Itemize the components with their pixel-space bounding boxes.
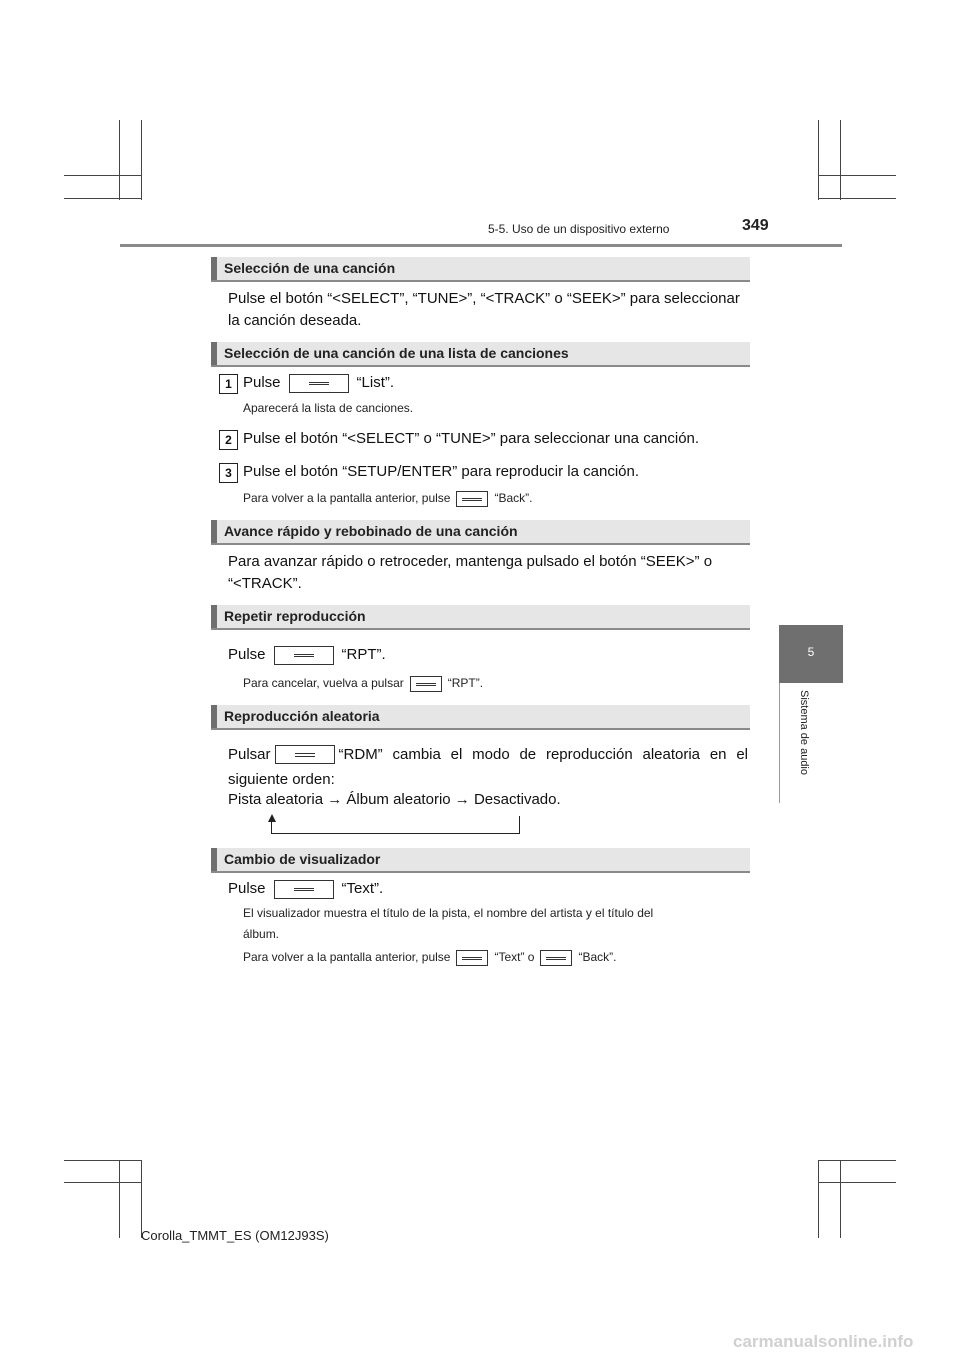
loop-arrow-left [271,818,272,833]
footer-doc-id: Corolla_TMMT_ES (OM12J93S) [141,1228,329,1243]
screen-button-icon [275,745,335,764]
step-1-pre: Pulse [243,374,281,391]
watermark: carmanualsonline.info [733,1332,914,1351]
visualizador-post: “Text”. [341,880,384,897]
section-heading-visualizador [211,848,750,873]
paragraph-seleccion-line1: Pulse el botón “<SELECT”, “TUNE>”, “<TRACK” o “SEEK>” para seleccionar [228,290,740,307]
repetir-note [243,672,748,694]
section-heading-avance [211,520,750,545]
screen-button-icon [456,950,488,966]
screen-button-icon [274,880,334,899]
step-1-text [243,373,394,393]
step-2-text: Pulse el botón “<SELECT” o “TUNE>” para seleccionar una canción. [243,430,700,447]
visualizador-note2-mid: “Text” o [494,950,535,964]
visualizador-note1-line2: álbum. [243,927,280,941]
screen-button-icon [274,646,334,665]
section-heading-seleccion [211,257,750,282]
step-3-note-post: “Back”. [494,491,533,505]
loop-arrow-bottom [271,833,520,834]
repetir-pre: Pulse [228,646,266,663]
crop-mark [64,1160,142,1161]
crop-mark [840,120,841,200]
repetir-note-post: “RPT”. [447,676,484,690]
crop-mark [840,1160,841,1238]
step-3-note-pre: Para volver a la pantalla anterior, pulse [243,491,451,505]
step-1-post: “List”. [356,374,395,391]
section-heading-text: Repetir reproducción [224,608,366,624]
section-heading-aleatoria [211,705,750,730]
chapter-number: 5 [807,645,815,659]
crop-mark [64,175,142,176]
step-number: 1 [219,374,238,394]
section-heading-text: Reproducción aleatoria [224,708,380,724]
visualizador-note2 [243,946,748,968]
crop-mark [64,198,142,199]
repetir-note-pre: Para cancelar, vuelva a pulsar [243,676,404,690]
paragraph-visualizador [228,877,748,900]
step-number: 2 [219,430,238,450]
step-3-text: Pulse el botón “SETUP/ENTER” para reproducir la canción. [243,463,640,480]
chapter-tab-divider [779,683,780,803]
step-1-note: Aparecerá la lista de canciones. [243,401,414,415]
header-rule [120,244,842,247]
crop-mark [818,1160,819,1238]
crop-mark [64,1182,142,1183]
screen-button-icon [456,491,488,507]
section-heading-text: Cambio de visualizador [224,851,381,867]
chapter-title: Sistema de audio [798,690,810,775]
paragraph-avance-line2: “<TRACK”. [228,575,302,592]
page-number: 349 [742,217,769,234]
visualizador-note2-pre: Para volver a la pantalla anterior, pulse [243,950,451,964]
section-heading-repetir [211,605,750,630]
crop-mark [141,1160,142,1238]
crop-mark [141,120,142,200]
aleatoria-post: “RDM” cambia el modo de reproducción aleatoria en el [338,746,748,763]
crop-mark [119,120,120,200]
visualizador-pre: Pulse [228,880,266,897]
section-heading-text: Selección de una canción de una lista de canciones [224,345,569,361]
screen-button-icon [289,374,349,393]
loop-arrow-right [519,816,520,834]
visualizador-note2-post: “Back”. [578,950,617,964]
step-3-note [243,487,748,509]
section-heading-text: Selección de una canción [224,260,396,276]
repetir-post: “RPT”. [341,646,386,663]
crop-mark [818,1182,896,1183]
crop-mark [818,198,896,199]
screen-button-icon [410,676,442,692]
visualizador-note1-line1: El visualizador muestra el título de la pista, el nombre del artista y el título del [243,906,654,920]
crop-mark [818,175,896,176]
chapter-tab [779,625,843,683]
step-number: 3 [219,463,238,483]
paragraph-aleatoria-line1 [228,743,748,766]
crop-mark [119,1160,120,1238]
paragraph-aleatoria-line2: siguiente orden: [228,771,335,788]
section-heading-lista [211,342,750,367]
paragraph-seleccion-line2: la canción deseada. [228,312,362,329]
crop-mark [818,120,819,200]
section-heading-text: Avance rápido y rebobinado de una canción [224,523,518,539]
paragraph-aleatoria-line3: Pista aleatoria → Álbum aleatorio → Desactivado. [228,791,561,808]
aleatoria-pre: Pulsar [228,746,271,763]
paragraph-avance-line1: Para avanzar rápido o retroceder, mantenga pulsado el botón “SEEK>” o [228,553,713,570]
screen-button-icon [540,950,572,966]
crop-mark [818,1160,896,1161]
section-header: 5-5. Uso de un dispositivo externo [488,222,670,236]
loop-arrow-head [268,814,276,822]
paragraph-repetir [228,643,748,666]
